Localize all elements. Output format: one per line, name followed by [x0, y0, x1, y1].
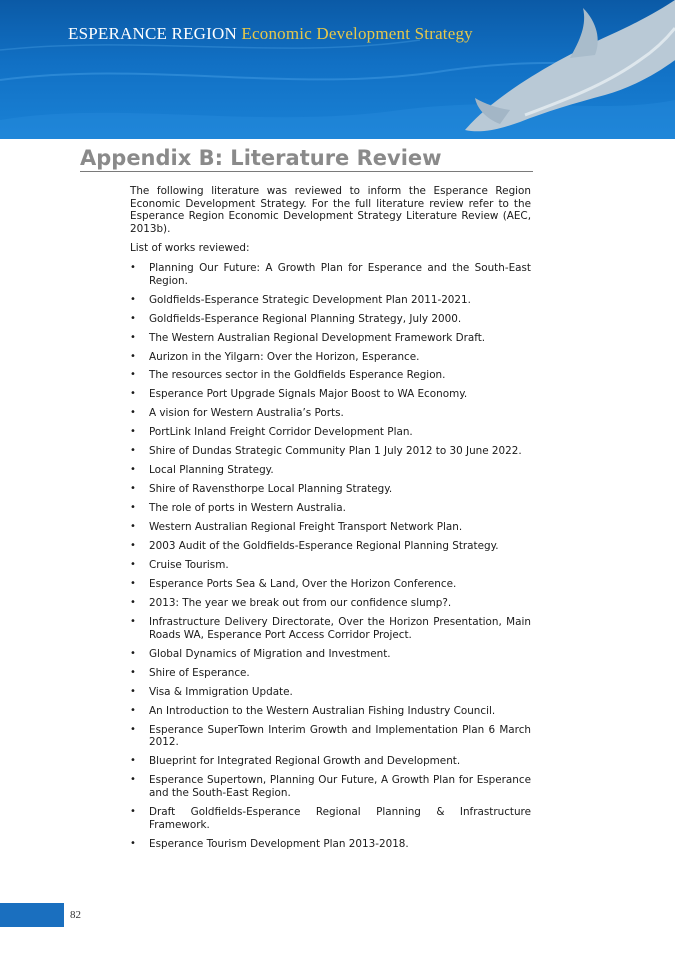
bullet-icon: • [130, 805, 136, 817]
bullet-icon: • [130, 464, 136, 476]
list-item-text: Esperance SuperTown Interim Growth and Implementation Plan 6 March 2012. [149, 723, 531, 749]
list-item-text: Shire of Esperance. [149, 666, 250, 679]
list-item [130, 426, 531, 439]
list-item-text: An Introduction to the Western Australian Fishing Industry Council. [149, 704, 496, 717]
list-item-text: The resources sector in the Goldfields Esperance Region. [149, 369, 446, 382]
list-item [130, 445, 531, 458]
bullet-icon: • [130, 521, 136, 533]
list-item [130, 502, 531, 515]
list-item-text: Cruise Tourism. [149, 559, 229, 572]
title-region: ESPERANCE REGION [68, 24, 237, 43]
list-item [130, 483, 531, 496]
list-item-text: Goldfields-Esperance Regional Planning Strategy, July 2000. [149, 312, 462, 325]
list-item [130, 667, 531, 680]
list-item-text: Goldfields-Esperance Strategic Development Plan 2011-2021. [149, 293, 471, 306]
list-item-text: Esperance Supertown, Planning Our Future, A Growth Plan for Esperance and the South-East Region. [149, 774, 531, 799]
bullet-icon: • [130, 426, 136, 438]
bullet-icon: • [130, 774, 136, 786]
list-item [130, 774, 531, 799]
bullet-icon: • [130, 407, 136, 419]
bullet-icon: • [130, 261, 136, 273]
list-item [130, 294, 531, 307]
list-item [130, 838, 531, 851]
list-item-text: The Western Australian Regional Development Framework Draft. [149, 331, 486, 344]
footer-bar [0, 903, 64, 927]
list-item [130, 806, 531, 831]
list-item-text: Western Australian Regional Freight Transport Network Plan. [149, 521, 463, 534]
bullet-icon: • [130, 388, 136, 400]
list-item [130, 686, 531, 699]
list-item-text: 2013: The year we break out from our confidence slump?. [149, 597, 452, 610]
list-item-text: Visa & Immigration Update. [149, 685, 293, 698]
list-item-text: 2003 Audit of the Goldfields-Esperance Regional Planning Strategy. [149, 540, 499, 553]
list-item [130, 332, 531, 345]
list-item-text: Global Dynamics of Migration and Investment. [149, 647, 391, 660]
title-strategy: Economic Development Strategy [241, 24, 473, 43]
list-item-text: Blueprint for Integrated Regional Growth and Development. [149, 755, 461, 768]
list-item-text: Planning Our Future: A Growth Plan for Esperance and the South-East Region. [149, 261, 531, 287]
header-banner [0, 0, 675, 139]
list-item-text: Aurizon in the Yilgarn: Over the Horizon, Esperance. [149, 350, 420, 363]
list-item [130, 559, 531, 572]
bullet-icon: • [130, 445, 136, 457]
list-item [130, 597, 531, 610]
bullet-icon: • [130, 704, 136, 716]
list-item [130, 521, 531, 534]
list-item [130, 464, 531, 477]
bullet-icon: • [130, 559, 136, 571]
list-label: List of works reviewed: [130, 242, 250, 255]
bullet-icon: • [130, 597, 136, 609]
bullet-icon: • [130, 502, 136, 514]
list-item-text: Draft Goldfields-Esperance Regional Planning & Infrastructure Framework. [149, 805, 531, 831]
list-item-text: The role of ports in Western Australia. [149, 502, 346, 515]
list-item [130, 369, 531, 382]
dolphin-icon [405, 0, 675, 139]
list-item-text: Esperance Ports Sea & Land, Over the Horizon Conference. [149, 578, 457, 591]
list-item [130, 755, 531, 768]
bullet-icon: • [130, 647, 136, 659]
bullet-icon: • [130, 369, 136, 381]
list-item [130, 351, 531, 364]
list-item-text: PortLink Inland Freight Corridor Development Plan. [149, 426, 413, 439]
bullet-icon: • [130, 616, 136, 628]
bullet-icon: • [130, 331, 136, 343]
bullet-icon: • [130, 685, 136, 697]
list-item [130, 262, 531, 287]
bullet-icon: • [130, 837, 136, 849]
page-number: 82 [70, 909, 81, 921]
main-content [130, 185, 531, 857]
bullet-icon: • [130, 666, 136, 678]
works-list [130, 262, 531, 850]
bullet-icon: • [130, 723, 136, 735]
bullet-icon: • [130, 578, 136, 590]
list-item [130, 540, 531, 553]
bullet-icon: • [130, 312, 136, 324]
bullet-icon: • [130, 293, 136, 305]
list-item-text: Shire of Dundas Strategic Community Plan 1 July 2012 to 30 June 2022. [149, 445, 522, 458]
list-item [130, 388, 531, 401]
bullet-icon: • [130, 540, 136, 552]
list-item-text: Infrastructure Delivery Directorate, Over the Horizon Presentation, Main Roads WA, Esperance Port Access Corridor Project. [149, 616, 531, 641]
intro-paragraph: The following literature was reviewed to inform the Esperance Region Economic Development Strategy. For the full literature review refer to the Esperance Region Economic Development Strategy Literature Review (AEC, 2013b). [130, 185, 531, 235]
list-item-text: A vision for Western Australia’s Ports. [149, 407, 344, 420]
document-title [68, 24, 473, 44]
list-item-text: Shire of Ravensthorpe Local Planning Strategy. [149, 483, 393, 496]
list-item [130, 705, 531, 718]
list-item [130, 648, 531, 661]
page-title: Appendix B: Literature Review [80, 146, 442, 170]
list-item [130, 578, 531, 591]
list-item [130, 407, 531, 420]
list-item [130, 313, 531, 326]
list-item [130, 724, 531, 749]
bullet-icon: • [130, 350, 136, 362]
list-item-text: Esperance Port Upgrade Signals Major Boost to WA Economy. [149, 388, 468, 401]
list-item-text: Local Planning Strategy. [149, 464, 274, 477]
bullet-icon: • [130, 755, 136, 767]
heading-divider [80, 171, 533, 172]
bullet-icon: • [130, 483, 136, 495]
list-item [130, 616, 531, 641]
list-item-text: Esperance Tourism Development Plan 2013-2018. [149, 837, 409, 850]
